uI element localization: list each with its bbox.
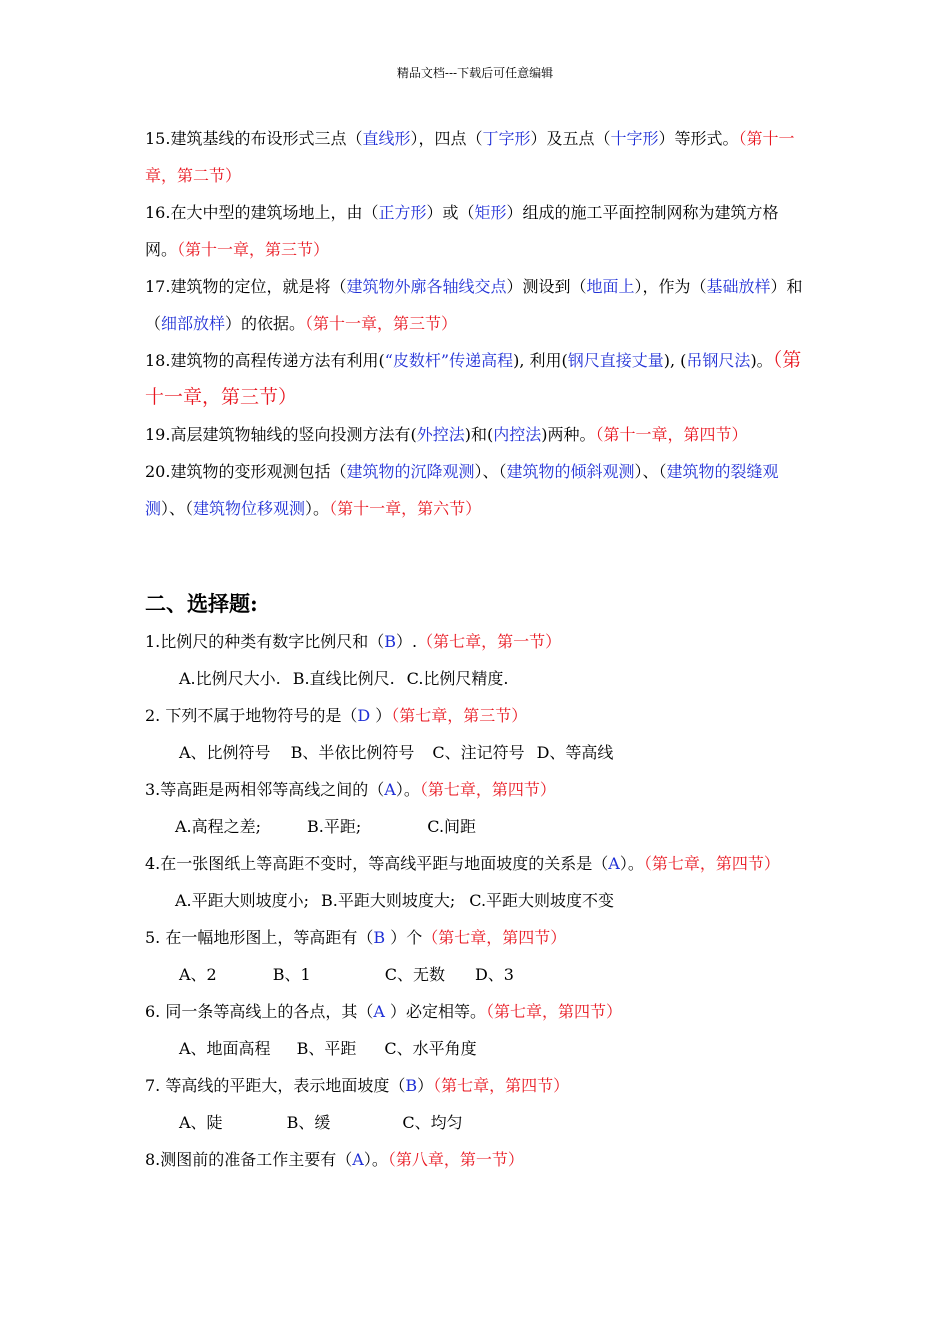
chapter-ref: （第七章，第一节） [417,632,562,651]
document-body [145,120,810,1178]
chapter-ref: （第七章，第三节） [391,706,528,725]
answer: 十字形 [610,129,659,148]
chapter-ref: （第十一章，第四节） [595,425,748,444]
choice-options-3: A.高程之差; B.平距; C.间距 [175,817,477,836]
answer: 内控法 [493,425,542,444]
answer: “皮数杆”传递高程 [384,351,514,370]
choice-options-4: A.平距大则坡度小; B.平距大则坡度大; C.平距大则坡度不变 [175,891,615,910]
chapter-ref: （第七章，第四节） [643,854,780,873]
chapter-ref: （第七章，第四节） [419,780,556,799]
chapter-ref: （第七章，第四节） [433,1076,570,1095]
answer: 细部放样 [161,314,226,333]
answer: A [384,780,396,799]
choice-options-7: A、陡 B、缓 C、均匀 [179,1113,463,1132]
chapter-ref: （第七章，第四节） [486,1002,623,1021]
answer: 外控法 [416,425,465,444]
chapter-ref: （第十一章，第三节） [145,349,802,408]
answer: 建筑物的倾斜观测 [506,462,635,481]
answer: 直线形 [362,129,411,148]
answer: 建筑物的裂缝观测 [145,462,779,518]
answer: 钢尺直接丈量 [567,351,664,370]
question-18: 18.建筑物的高程传递方法有利用(“皮数杆”传递高程), 利用(钢尺直接丈量), (吊钢尺法)。（第十一章，第三节） [145,349,802,408]
choice-question-8: 8.测图前的准备工作主要有（A）。（第八章，第一节） [145,1150,524,1169]
answer: D [357,706,371,725]
question-15: 15.建筑基线的布设形式三点（直线形），四点（丁字形）及五点（十字形）等形式。（第十一章，第二节） [145,129,795,185]
choice-question-4: 4.在一张图纸上等高距不变时，等高线平距与地面坡度的关系是（A）。（第七章，第四节） [145,854,780,873]
chapter-ref: （第十一章，第三节） [305,314,458,333]
chapter-ref: （第十一章，第二节） [145,129,795,185]
chapter-ref: （第十一章，第六节） [329,499,482,518]
answer: 吊钢尺法 [686,351,751,370]
chapter-ref: （第七章，第四节） [422,928,567,947]
choice-question-5: 5. 在一幅地形图上，等高距有（B ）个（第七章，第四节） [145,928,567,947]
choice-question-1: 1.比例尺的种类有数字比例尺和（B）.（第七章，第一节） [145,632,562,651]
question-16: 16.在大中型的建筑场地上，由（正方形）或（矩形）组成的施工平面控制网称为建筑方格网。（第十一章，第三节） [145,203,779,259]
question-20: 20.建筑物的变形观测包括（建筑物的沉降观测）、（建筑物的倾斜观测）、（建筑物的裂缝观测）、（建筑物位移观测）。（第十一章，第六节） [145,462,779,518]
answer: 丁字形 [482,129,531,148]
answer: 正方形 [378,203,427,222]
answer: B [405,1076,418,1095]
answer: A [608,854,620,873]
answer: B [384,632,397,651]
choice-question-2: 2. 下列不属于地物符号的是（D ）（第七章，第三节） [145,706,528,725]
chapter-ref: （第八章，第一节） [387,1150,524,1169]
answer: 地面上 [586,277,635,296]
answer: 基础放样 [706,277,771,296]
answer: 矩形 [474,203,507,222]
choice-question-6: 6. 同一条等高线上的各点，其（A ）必定相等。（第七章，第四节） [145,1002,623,1021]
answer: 建筑物位移观测 [193,499,306,518]
page-header: 精品文档---下载后可任意编辑 [396,66,554,80]
section-title: 二、选择题: [145,591,258,616]
answer: A [373,1002,385,1021]
answer: A [352,1150,364,1169]
choice-options-2: A、比例符号 B、半依比例符号 C、注记符号 D、等高线 [179,743,614,762]
choice-options-6: A、地面高程 B、平距 C、水平角度 [179,1039,477,1058]
answer: 建筑物的沉降观测 [346,462,475,481]
question-19: 19.高层建筑物轴线的竖向投测方法有(外控法)和(内控法)两种。（第十一章，第四节） [145,425,748,444]
answer: B [373,928,386,947]
choice-options-5: A、2 B、1 C、无数 D、3 [179,965,514,984]
answer: 建筑物外廓各轴线交点 [346,277,507,296]
question-17: 17.建筑物的定位，就是将（建筑物外廓各轴线交点）测设到（地面上），作为（基础放样）和（细部放样）的依据。（第十一章，第三节） [145,277,803,333]
choice-question-3: 3.等高距是两相邻等高线之间的（A）。（第七章，第四节） [145,780,556,799]
choice-question-7: 7. 等高线的平距大，表示地面坡度（B）（第七章，第四节） [145,1076,570,1095]
choice-options-1: A.比例尺大小. B.直线比例尺. C.比例尺精度. [179,669,509,688]
chapter-ref: （第十一章，第三节） [177,240,330,259]
